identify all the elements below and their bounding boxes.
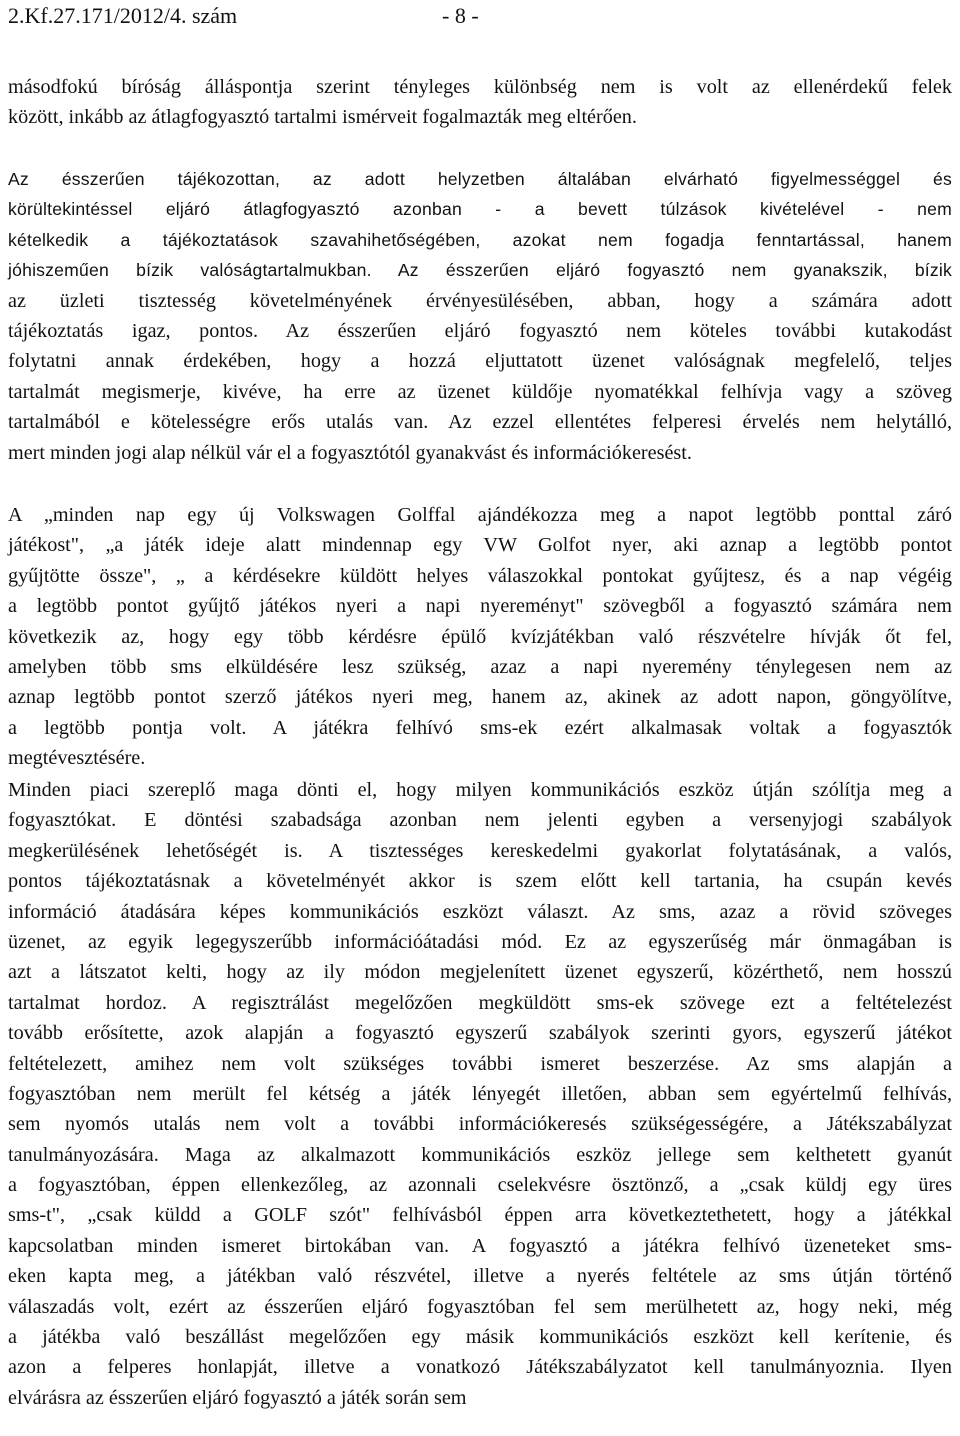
page-header xyxy=(8,0,952,36)
text-line: sem nyomós utalás nem volt a további információkeresés szükségességére, a Játékszabályzat xyxy=(8,1113,952,1136)
text-line: azt a látszatot kelti, hogy az ily módon megjelenített üzenet egyszerű, közérthető, nem hosszú xyxy=(8,961,952,984)
text-line: kapcsolatban minden ismeret birtokában van. A fogyasztó a játékra felhívó üzeneteket sms- xyxy=(8,1234,952,1257)
text-line: tartalmából e kötelességre erős utalás van. Az ezzel ellentétes felperesi érvelés nem helytálló, xyxy=(8,411,952,434)
text-line: gyűjtötte össze", „ a kérdésekre küldött helyes válaszokkal pontokat gyűjtesz, és a nap végéig xyxy=(8,564,952,587)
text-line: a legtöbb pontja volt. A játékra felhívó sms-ek ezért alkalmasak voltak a fogyasztók xyxy=(8,716,952,739)
paragraph-2 xyxy=(8,164,952,468)
text-line: azon a felperes honlapját, illetve a vonatkozó Játékszabályzatot kell tanulmányoznia. Ilyen xyxy=(8,1356,952,1379)
text-line: tartalmat hordoz. A regisztrálást megelőzően megküldött sms-ek szövege ezt a feltételezést xyxy=(8,991,952,1014)
text-line: megtévesztésére. xyxy=(8,747,146,770)
text-line: kételkedik a tájékoztatások szavahihetőségében, azokat nem fogadja fenntartással, hanem xyxy=(8,229,952,250)
paragraph-1 xyxy=(8,72,952,133)
text-line: feltételezett, amihez nem volt szükséges további ismeret beszerzése. Az sms alapján a xyxy=(8,1052,952,1075)
text-line: tájékoztatás igaz, pontos. Az ésszerűen eljáró fogyasztó nem köteles további kutakodást xyxy=(8,319,952,342)
text-line: sms-t", „csak küldd a GOLF szót" felhívásból éppen arra következtethetett, hogy a játékkal xyxy=(8,1204,952,1227)
text-line: válaszadás volt, ezért az ésszerűen eljáró fogyasztóban fel sem merülhetett az, hogy neki, még xyxy=(8,1295,952,1318)
text-line: körültekintéssel eljáró átlagfogyasztó azonban - a bevett túlzások kivételével - nem xyxy=(8,199,952,220)
text-line: következik az, hogy egy több kérdésre épülő kvízjátékban való részvételre hívják őt fel, xyxy=(8,625,952,648)
text-line: Minden piaci szereplő maga dönti el, hogy milyen kommunikációs eszköz útján szólítja meg a xyxy=(8,779,952,801)
paragraph-4 xyxy=(8,775,952,1413)
text-line: jóhiszeműen bízik valóságtartalmukban. Az ésszerűen eljáró fogyasztó nem gyanakszik, bízik xyxy=(8,260,952,281)
text-line: eken kapta meg, a játékban való részvétel, illetve a nyerés feltétele az sms útján történő xyxy=(8,1265,952,1288)
text-line: fogyasztóban nem merült fel kétség a játék lényegét illetően, abban sem egyértelmű felhívás, xyxy=(8,1082,952,1105)
text-line: aznap legtöbb pontot szerző játékos nyeri meg, hanem az, akinek az adott napon, göngyölítve, xyxy=(8,686,952,709)
text-line: a fogyasztóban, éppen ellenkezőleg, az azonnali cselekvésre ösztönző, a „csak küldj egy üres xyxy=(8,1174,952,1197)
page-number: - 8 - xyxy=(442,3,479,28)
text-line: között, inkább az átlagfogyasztó tartalmi ismérveit fogalmazták meg eltérően. xyxy=(8,106,637,129)
text-line: másodfokú bíróság álláspontja szerint tényleges különbség nem is volt az ellenérdekű felek xyxy=(8,76,952,98)
text-line: elvárásra az ésszerűen eljáró fogyasztó a játék során sem xyxy=(8,1386,467,1409)
text-line: megkerülésének lehetőségét is. A tisztességes kereskedelmi gyakorlat folytatásának, a valós, xyxy=(8,839,952,862)
text-line: folytatni annak érdekében, hogy a hozzá eljuttatott üzenet valóságnak megfelelő, teljes xyxy=(8,350,952,373)
text-line: pontos tájékoztatásnak a követelményét akkor is szem előtt kell tartania, ha csupán kevés xyxy=(8,870,952,893)
text-line: fogyasztókat. E döntési szabadsága azonban nem jelenti egyben a versenyjogi szabályok xyxy=(8,809,952,832)
text-line: amelyben több sms elküldésére lesz szükség, azaz a napi nyeremény ténylegesen nem az xyxy=(8,655,952,678)
text-line: tanulmányozására. Maga az alkalmazott kommunikációs eszköz jellege sem kelthetett gyanút xyxy=(8,1143,952,1166)
document-page xyxy=(8,0,952,1409)
text-line: A „minden nap egy új Volkswagen Golffal ajándékozza meg a napot legtöbb ponttal záró xyxy=(8,504,952,526)
text-line: Az ésszerűen tájékozottan, az adott helyzetben általában elvárható figyelmességgel és xyxy=(8,169,952,189)
text-line: tovább erősítette, azok alapján a fogyasztó egyszerű szabályok szerinti gyors, egyszerű játékot xyxy=(8,1022,952,1045)
text-line: üzenet, az egyik legegyszerűbb információátadási mód. Ez az egyszerűség már önmagában is xyxy=(8,930,952,953)
text-line: tartalmát megismerje, kivéve, ha erre az üzenet küldője nyomatékkal felhívja vagy a szöveg xyxy=(8,380,952,403)
text-line: a legtöbb pontot gyűjtő játékos nyeri a napi nyereményt" szövegből a fogyasztó számára nem xyxy=(8,595,952,618)
text-line: mert minden jogi alap nélkül vár el a fogyasztótól gyanakvást és információkeresést. xyxy=(8,441,692,464)
text-line: a játékba való beszállást megelőzően egy másik kommunikációs eszközt kell kerítenie, és xyxy=(8,1326,952,1349)
paragraph-3 xyxy=(8,500,952,774)
text-line: információ átadására képes kommunikációs eszközt választ. Az sms, azaz a rövid szöveges xyxy=(8,900,952,923)
case-number: 2.Kf.27.171/2012/4. szám xyxy=(8,3,238,28)
text-line: az üzleti tisztesség követelményének érvényesülésében, abban, hogy a számára adott xyxy=(8,289,952,312)
text-line: játékost", „a játék ideje alatt mindennap egy VW Golfot nyer, aki aznap a legtöbb pontot xyxy=(8,534,952,557)
